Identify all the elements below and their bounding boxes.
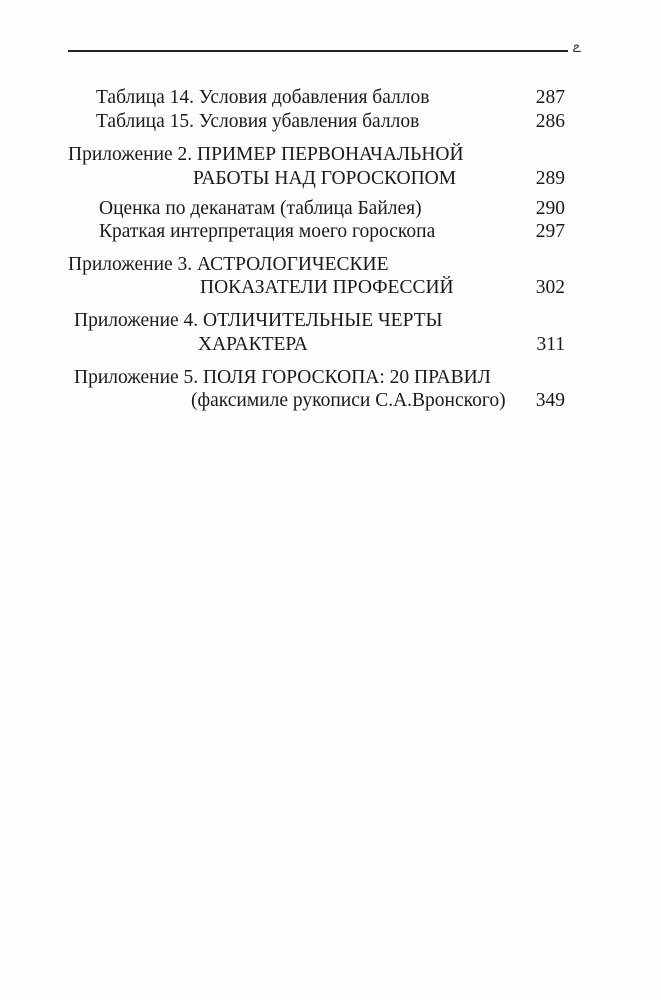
toc-entry-page: 289 [535,168,565,189]
toc-entry-text: РАБОТЫ НАД ГОРОСКОПОМ [193,168,457,189]
toc-entry-text: Таблица 15. Условия убавления баллов [96,111,420,132]
toc-entry-text: Приложение 5. ПОЛЯ ГОРОСКОПА: 20 ПРАВИЛ [74,367,491,388]
ornament-icon: ఽ [572,40,581,56]
toc-entry-text: (факсимиле рукописи С.А.Вронского) [191,390,506,411]
toc-entry-page: 286 [535,111,565,132]
toc-entry-page: 297 [535,221,565,242]
toc-entry-page: 290 [535,198,565,219]
toc-entry-page: 287 [535,87,565,108]
header-rule [68,50,568,52]
toc-entry-text: Краткая интерпретация моего гороскопа [99,221,436,242]
toc-entry-text: Приложение 2. ПРИМЕР ПЕРВОНАЧАЛЬНОЙ [68,144,464,165]
toc-entry-page: 311 [536,334,565,355]
toc-entry-text: Приложение 4. ОТЛИЧИТЕЛЬНЫЕ ЧЕРТЫ [74,310,443,331]
toc-entry-text: Оценка по деканатам (таблица Байлея) [99,198,422,219]
toc-entry-page: 349 [535,390,565,411]
toc-entry-text: Приложение 3. АСТРОЛОГИЧЕСКИЕ [68,254,389,275]
toc-entry-page: 302 [535,277,565,298]
toc-entry-text: Таблица 14. Условия добавления баллов [96,87,430,108]
toc-entry-text: ПОКАЗАТЕЛИ ПРОФЕССИЙ [200,277,454,298]
toc-entry-text: ХАРАКТЕРА [198,334,308,355]
